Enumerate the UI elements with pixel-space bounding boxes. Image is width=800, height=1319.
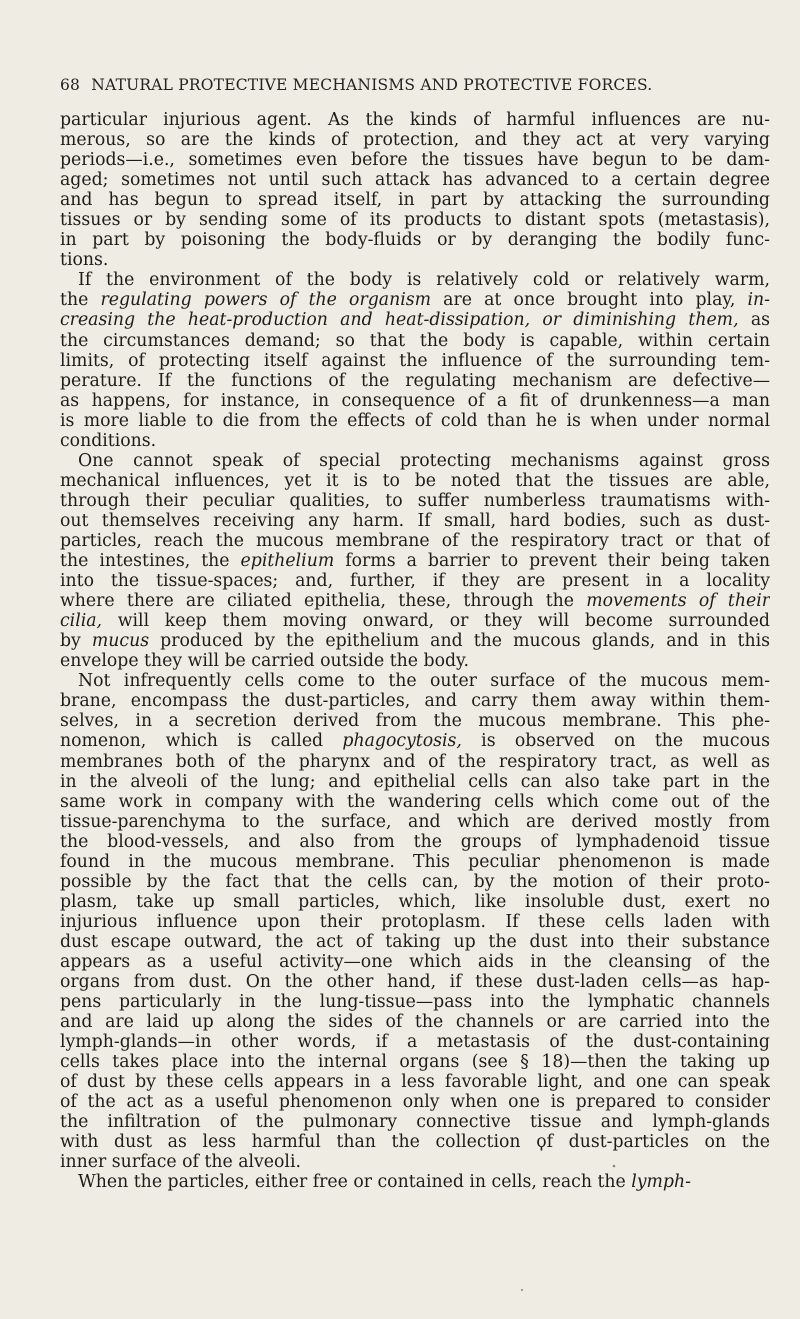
text-line (60, 170, 770, 190)
text-line (60, 1172, 770, 1192)
text-run: of the act as a useful phenomenon only when one is prepared to consider (60, 1092, 770, 1113)
text-run: the circumstances demand; so that the body is capable, within certain (60, 330, 770, 351)
text-line (60, 1032, 770, 1052)
text-run: by (60, 631, 92, 652)
text-run: organs from dust. On the other hand, if these dust-laden cells—as hap- (60, 972, 770, 993)
text-run: forms a barrier to prevent their being taken (334, 551, 770, 572)
text-run: the (60, 290, 101, 311)
text-line (60, 1012, 770, 1032)
text-run: tissues or by sending some of its products to distant spots (metastasis), (60, 210, 770, 231)
text-run: produced by the epithelium and the mucous glands, and in this (149, 631, 770, 652)
text-line (60, 230, 770, 250)
text-run: in the alveoli of the lung; and epithelial cells can also take part in the (60, 771, 770, 792)
text-run: membranes both of the pharynx and of the respiratory tract, as well as (60, 751, 770, 772)
running-header (60, 76, 760, 94)
paper-speck (521, 1289, 523, 1291)
paragraph (60, 451, 770, 672)
text-line (60, 972, 770, 992)
text-run: and has begun to spread itself, in part by attacking the surrounding (60, 190, 770, 211)
text-run: found in the mucous membrane. This peculiar phenomenon is made (60, 851, 770, 872)
italic-phrase: epithelium (240, 551, 335, 572)
text-line (60, 190, 770, 210)
text-line (60, 571, 770, 591)
text-line (60, 451, 770, 471)
text-run: particular injurious agent. As the kinds of harmful influences are nu- (60, 110, 770, 130)
text-run: is observed on the mucous (461, 731, 770, 752)
text-run: plasm, take up small particles, which, like insoluble dust, exert no (60, 891, 770, 912)
body-text (60, 110, 770, 1193)
italic-phrase: cilia, (60, 611, 103, 632)
text-line (60, 411, 770, 431)
text-line (60, 471, 770, 491)
text-line (60, 1072, 770, 1092)
text-line (60, 872, 770, 892)
text-run: with dust as less harmful than the collection ϙf dust-particles on the (60, 1132, 770, 1153)
text-line (60, 290, 770, 310)
running-title: NATURAL PROTECTIVE MECHANISMS AND PROTECTIVE FORCES. (91, 76, 653, 94)
text-line (60, 792, 770, 812)
text-line (60, 431, 770, 451)
text-run: the infiltration of the pulmonary connective tissue and lymph-glands (60, 1112, 770, 1133)
text-line (60, 772, 770, 792)
text-run: are at once brought into play, (431, 290, 748, 311)
text-run: particles, reach the mucous membrane of the respiratory tract or that of (60, 530, 770, 551)
page-number: 68 (60, 76, 81, 94)
paragraph (60, 671, 770, 1172)
text-run: When the particles, either free or contained in cells, reach the (78, 1172, 632, 1193)
text-run: nomenon, which is called (60, 731, 343, 752)
text-line (60, 270, 770, 290)
italic-phrase: lymph- (631, 1172, 691, 1193)
text-line (60, 752, 770, 772)
text-run: in part by poisoning the body-fluids or by deranging the bodily func- (60, 230, 770, 251)
text-run: aged; sometimes not until such attack has advanced to a certain degree (60, 170, 770, 191)
text-run: mechanical influences, yet it is to be noted that the tissues are able, (60, 470, 770, 491)
text-line (60, 812, 770, 832)
text-run: dust escape outward, the act of taking up the dust into their substance (60, 931, 770, 952)
italic-phrase: mucus (91, 631, 150, 652)
text-run: limits, of protecting itself against the influence of the surrounding tem- (60, 350, 770, 371)
text-run: brane, encompass the dust-particles, and carry them away within them- (60, 691, 770, 712)
text-line (60, 210, 770, 230)
text-line (60, 1092, 770, 1112)
text-run: cells takes place into the internal organs (see § 18)—then the taking up (60, 1052, 770, 1073)
text-run: pens particularly in the lung-tissue—pass into the lymphatic channels (60, 992, 770, 1013)
italic-phrase: in- (747, 290, 770, 311)
text-run: possible by the fact that the cells can, by the motion of their proto- (60, 871, 770, 892)
text-line (60, 310, 770, 330)
text-line (60, 671, 770, 691)
text-line (60, 892, 770, 912)
text-run: conditions. (60, 430, 157, 451)
text-line (60, 531, 770, 551)
text-run: selves, in a secretion derived from the mucous membrane. This phe- (60, 711, 770, 732)
text-run: periods—i.e., sometimes even before the tissues have begun to be dam- (60, 150, 770, 171)
text-run: appears as a useful activity—one which aids in the cleansing of the (60, 951, 770, 972)
text-run: through their peculiar qualities, to suffer numberless traumatisms with- (60, 490, 770, 511)
text-run: perature. If the functions of the regulating mechanism are defective— (60, 370, 770, 391)
paragraph (60, 110, 770, 270)
text-line (60, 551, 770, 571)
text-run: is more liable to die from the effects of cold than he is when under normal (60, 410, 770, 431)
text-run: tions. (60, 250, 109, 271)
text-run: tissue-parenchyma to the surface, and which are derived mostly from (60, 811, 770, 832)
text-run: as happens, for instance, in consequence of a fit of drunkenness—a man (60, 390, 770, 411)
paragraph (60, 270, 770, 450)
text-line (60, 932, 770, 952)
paragraph (60, 1172, 770, 1192)
text-run: If the environment of the body is relatively cold or relatively warm, (78, 270, 770, 291)
text-run: into the tissue-spaces; and, further, if they are present in a locality (60, 571, 770, 592)
text-line (60, 110, 770, 130)
text-run: the intestines, the (60, 551, 241, 572)
text-line (60, 511, 770, 531)
text-run: as (738, 310, 770, 331)
text-run: same work in company with the wandering cells which come out of the (60, 791, 770, 812)
text-line (60, 1112, 770, 1132)
text-line (60, 371, 770, 391)
text-run: lymph-glands—in other words, if a metastasis of the dust-containing (60, 1032, 770, 1053)
text-line (60, 992, 770, 1012)
text-line (60, 691, 770, 711)
text-run: merous, so are the kinds of protection, and they act at very varying (60, 130, 770, 151)
text-line (60, 491, 770, 511)
text-run: inner surface of the alveoli. (60, 1152, 301, 1173)
text-line (60, 1052, 770, 1072)
italic-phrase: regulating powers of the organism (100, 290, 431, 311)
text-run: Not infrequently cells come to the outer surface of the mucous mem- (78, 671, 770, 692)
text-run: of dust by these cells appears in a less favorable light, and one can speak (60, 1072, 770, 1093)
text-run: will keep them moving onward, or they will become surrounded (102, 611, 770, 632)
text-line (60, 631, 770, 651)
text-line (60, 912, 770, 932)
text-line (60, 1152, 770, 1172)
text-run: One cannot speak of special protecting mechanisms against gross (78, 450, 770, 471)
text-line (60, 130, 770, 150)
text-line (60, 351, 770, 371)
text-run: injurious influence upon their protoplasm. If these cells laden with (60, 911, 770, 932)
text-line (60, 832, 770, 852)
italic-phrase: creasing the heat-production and heat-dissipation, or diminishing them, (60, 310, 739, 331)
italic-phrase: movements of their (586, 591, 770, 612)
text-run: envelope they will be carried outside the body. (60, 651, 470, 672)
text-line (60, 1132, 770, 1152)
text-line (60, 250, 770, 270)
text-run: and are laid up along the sides of the channels or are carried into the (60, 1012, 770, 1033)
text-line (60, 952, 770, 972)
text-run: the blood-vessels, and also from the groups of lymphadenoid tissue (60, 831, 770, 852)
text-run: out themselves receiving any harm. If small, hard bodies, such as dust- (60, 510, 770, 531)
text-line (60, 150, 770, 170)
italic-phrase: phagocytosis, (342, 731, 462, 752)
text-line (60, 611, 770, 631)
text-line (60, 711, 770, 731)
text-line (60, 591, 770, 611)
text-line (60, 391, 770, 411)
text-line (60, 651, 770, 671)
text-line (60, 852, 770, 872)
text-run: where there are ciliated epithelia, these, through the (60, 591, 587, 612)
text-line (60, 731, 770, 751)
text-line (60, 331, 770, 351)
